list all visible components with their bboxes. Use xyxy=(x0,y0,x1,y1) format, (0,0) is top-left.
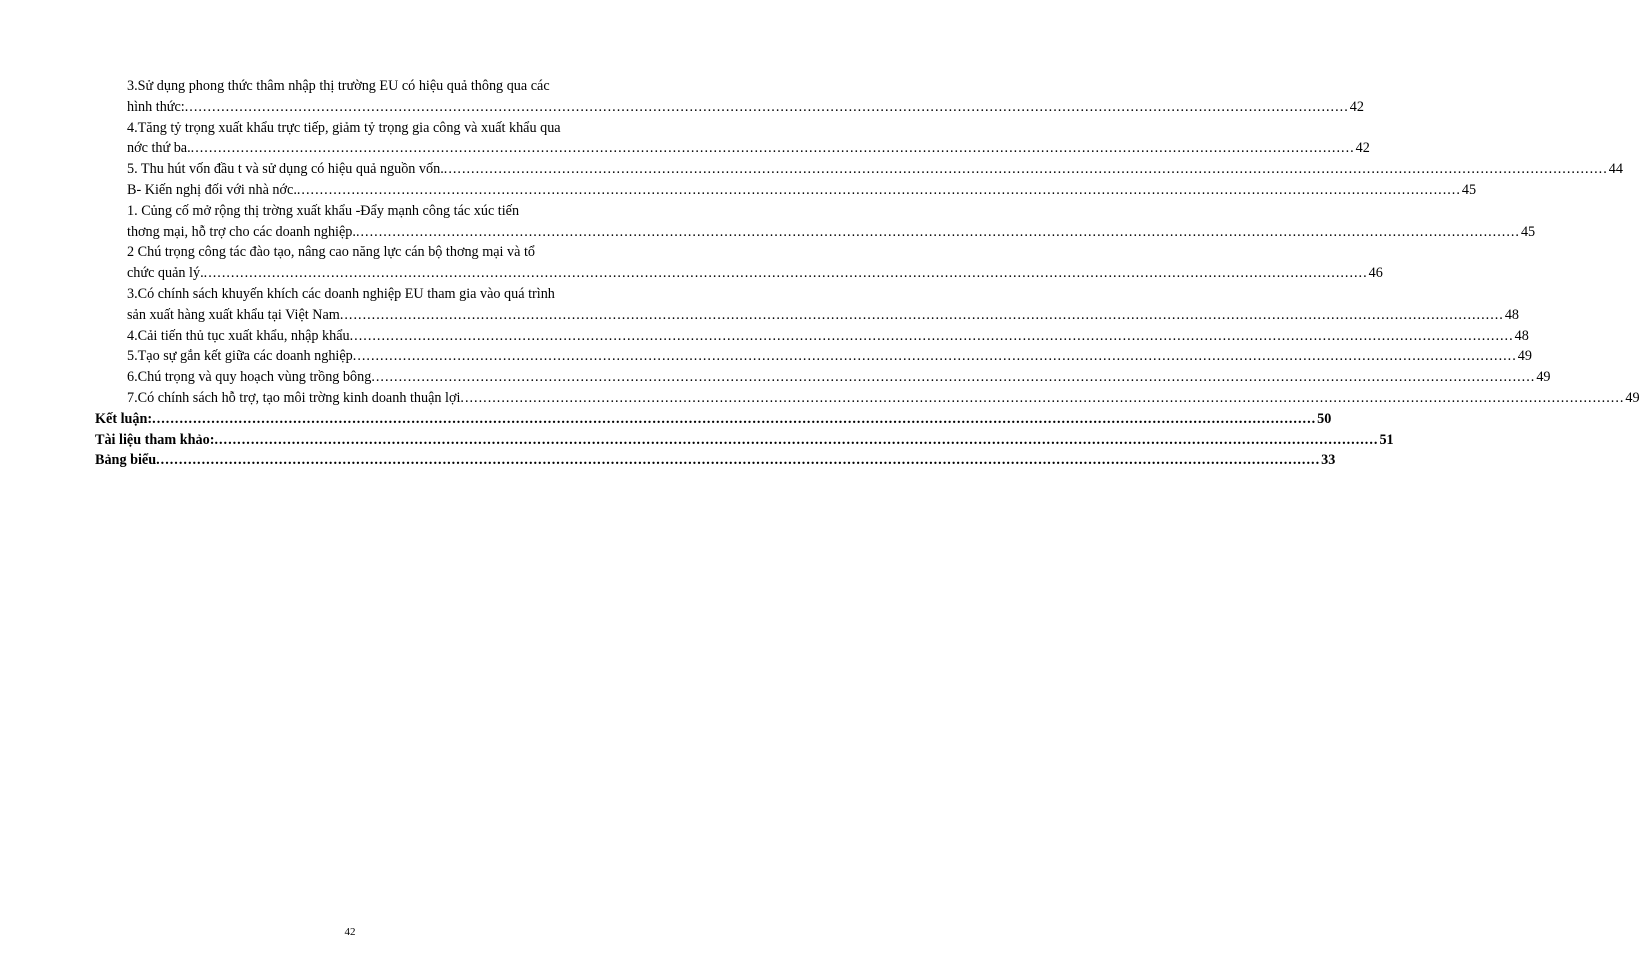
toc-entry[interactable] xyxy=(95,326,1529,347)
toc-page-number: 42 xyxy=(1349,98,1364,115)
toc-entry-line xyxy=(95,450,1336,471)
toc-entry-text: 5. Thu hút vốn đầu t và sử dụng có hiệu quả nguồn vốn. xyxy=(127,161,444,178)
toc-entry-text: Bảng biểu xyxy=(95,452,157,469)
toc-entry-line xyxy=(127,180,1477,201)
toc-entry[interactable] xyxy=(95,388,1640,409)
toc-entry-text: 7.Có chính sách hỗ trợ, tạo môi trờng kinh doanh thuận lợi xyxy=(127,389,461,406)
toc-entry-line xyxy=(95,409,1332,430)
page-number: 42 xyxy=(344,926,356,938)
toc-entry-text: 2 Chú trọng công tác đào tạo, nâng cao năng lực cán bộ thơng mại và tổ xyxy=(127,244,535,261)
toc-page-number: 44 xyxy=(1608,161,1623,178)
table-of-contents xyxy=(95,76,1640,471)
toc-page-number: 46 xyxy=(1368,265,1383,282)
toc-entry-line xyxy=(127,305,1520,326)
toc-page-number: 50 xyxy=(1317,410,1332,427)
toc-entry-text: nớc thứ ba. xyxy=(127,140,191,157)
toc-entry-text: 4.Cải tiến thủ tục xuất khẩu, nhập khẩu xyxy=(127,327,350,344)
dot-leader xyxy=(191,138,1355,159)
toc-entry-text: hình thức: xyxy=(127,98,185,115)
dot-leader xyxy=(340,305,1504,326)
dot-leader xyxy=(204,263,1368,284)
toc-entry-text: 3.Có chính sách khuyến khích các doanh nghiệp EU tham gia vào quá trình xyxy=(127,285,555,302)
dot-leader xyxy=(185,97,1349,118)
toc-entry-line xyxy=(127,222,1536,243)
toc-entry-text: 6.Chú trọng và quy hoạch vùng trồng bông xyxy=(127,369,372,386)
toc-page-number: 51 xyxy=(1379,431,1394,448)
dot-leader xyxy=(297,180,1461,201)
dot-leader xyxy=(156,450,1320,471)
toc-page-number: 49 xyxy=(1536,369,1551,386)
toc-entry-text: B- Kiến nghị đối với nhà nớc. xyxy=(127,181,297,198)
toc-entry-text: chức quản lý. xyxy=(127,265,204,282)
toc-page-number: 49 xyxy=(1517,348,1532,365)
toc-entry-line xyxy=(127,388,1640,409)
toc-entry[interactable] xyxy=(95,346,1532,367)
dot-leader xyxy=(353,346,1517,367)
toc-entry-line xyxy=(127,159,1623,180)
toc-entry[interactable] xyxy=(95,180,1477,201)
toc-page-number: 48 xyxy=(1514,327,1529,344)
toc-entry[interactable] xyxy=(95,367,1551,388)
dot-leader xyxy=(371,367,1535,388)
toc-entry-text: sản xuất hàng xuất khẩu tại Việt Nam xyxy=(127,306,340,323)
toc-entry-line xyxy=(127,367,1551,388)
toc-entry-line xyxy=(95,430,1394,451)
dot-leader xyxy=(214,430,1378,451)
toc-page-number: 45 xyxy=(1461,181,1477,198)
dot-leader xyxy=(152,409,1316,430)
toc-entry[interactable] xyxy=(95,159,1623,180)
toc-entry-line xyxy=(127,97,1364,118)
toc-entry[interactable] xyxy=(95,76,1364,118)
toc-entry-line xyxy=(127,263,1383,284)
toc-entry[interactable] xyxy=(95,118,1370,160)
toc-page-number: 33 xyxy=(1321,452,1336,469)
toc-entry[interactable] xyxy=(95,242,1383,284)
toc-entry-line xyxy=(127,138,1370,159)
toc-page-number: 48 xyxy=(1504,306,1520,323)
toc-page-number: 45 xyxy=(1520,223,1536,240)
toc-entry-text: 5.Tạo sự gắn kết giữa các doanh nghiệp xyxy=(127,348,353,365)
toc-entry-text: Tài liệu tham khảo: xyxy=(95,431,215,448)
toc-entry-text: 1. Củng cố mở rộng thị trờng xuất khẩu -Đẩy mạnh công tác xúc tiến xyxy=(127,202,520,219)
toc-entry-main[interactable] xyxy=(95,430,1394,451)
toc-page-number: 42 xyxy=(1355,140,1370,157)
toc-entry-line xyxy=(127,326,1529,347)
toc-entry-text: thơng mại, hỗ trợ cho các doanh nghiệp. xyxy=(127,223,356,240)
toc-page-number: 49 xyxy=(1625,389,1640,406)
toc-entry-line xyxy=(127,346,1532,367)
toc-entry[interactable] xyxy=(95,284,1520,326)
toc-entry[interactable] xyxy=(95,201,1536,243)
dot-leader xyxy=(444,159,1608,180)
toc-entry-text: 3.Sử dụng phong thức thâm nhập thị trường EU có hiệu quả thông qua các xyxy=(127,78,550,94)
toc-entry-main[interactable] xyxy=(95,450,1336,471)
dot-leader xyxy=(350,326,1514,347)
toc-entry-main[interactable] xyxy=(95,409,1332,430)
dot-leader xyxy=(460,388,1624,409)
dot-leader xyxy=(356,222,1520,243)
toc-entry-text: Kết luận: xyxy=(95,410,153,427)
toc-entry-text: 4.Tăng tỷ trọng xuất khẩu trực tiếp, giảm tỷ trọng gia công và xuất khẩu qua xyxy=(127,119,561,136)
